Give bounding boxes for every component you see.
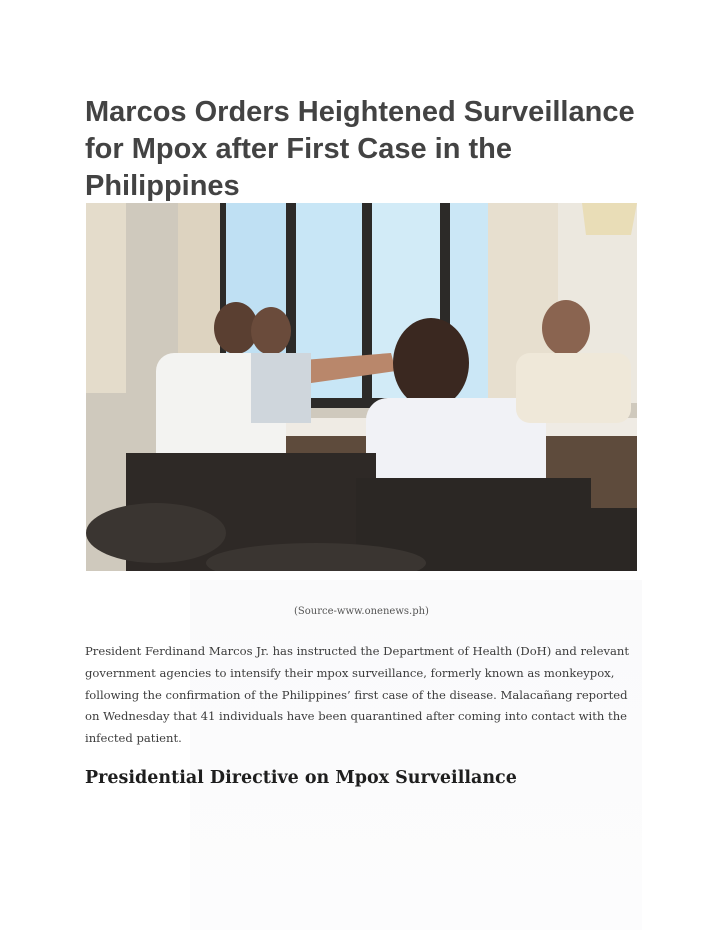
image-caption: (Source-www.onenews.ph) — [294, 606, 429, 617]
article-paragraph: President Ferdinand Marcos Jr. has instructed the Department of Health (DoH) and relevant government agencies to intensify their mpox surveillance, formerly known as monkeypox, following the confirmation of the Philippines’ first case of the disease. Malacañang reported on Wednesday that 41 individuals have been quarantined after coming into contact with the infected patient. — [85, 644, 630, 746]
background-panel — [190, 580, 642, 930]
article-photo — [86, 203, 637, 571]
article-title: Marcos Orders Heightened Surveillance for Mpox after First Case in the Philippines — [85, 96, 635, 202]
section-heading: Presidential Directive on Mpox Surveillance — [85, 768, 517, 788]
